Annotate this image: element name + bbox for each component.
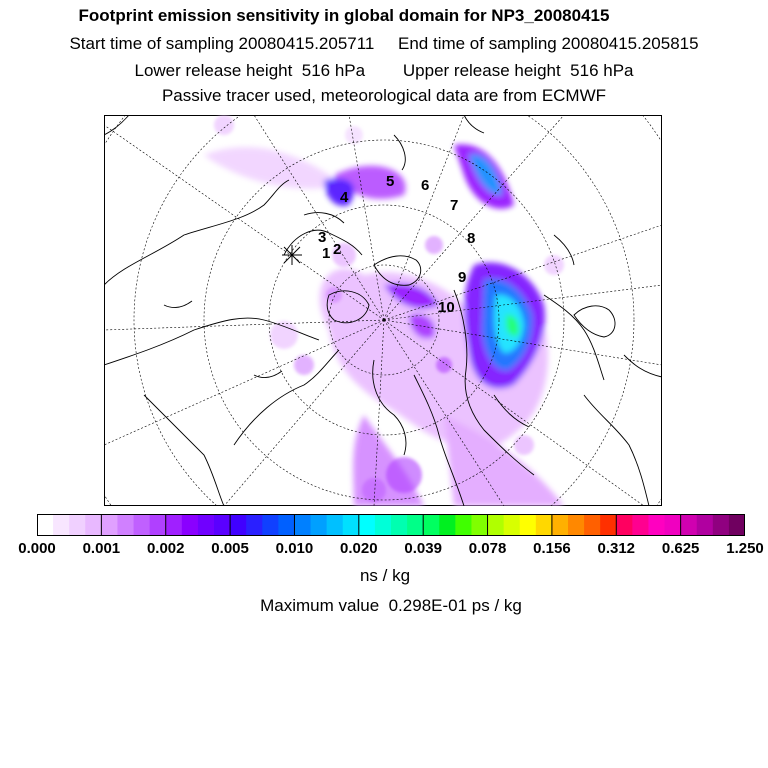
colorbar-swatch	[713, 514, 730, 536]
colorbar-tick-label: 0.010	[275, 540, 314, 557]
colorbar-swatch	[536, 514, 553, 536]
trajectory-label-6: 6	[421, 177, 430, 194]
colorbar-swatch	[214, 514, 231, 536]
colorbar-swatch	[37, 514, 54, 536]
colorbar-swatch	[568, 514, 585, 536]
colorbar-swatch	[648, 514, 665, 536]
colorbar-swatch	[729, 514, 745, 536]
colorbar-tick-label: 1.250	[726, 540, 764, 557]
colorbar-tick-label: 0.001	[82, 540, 121, 557]
colorbar-swatch	[697, 514, 714, 536]
colorbar-tick-label: 0.039	[404, 540, 442, 557]
colorbar-swatch	[278, 514, 295, 536]
colorbar-swatch	[182, 514, 199, 536]
colorbar-swatch	[262, 514, 279, 536]
colorbar-swatch	[552, 514, 569, 536]
plot-title: Footprint emission sensitivity in global domain for NP3_20080415	[78, 6, 610, 25]
trajectory-label-7: 7	[450, 197, 459, 214]
colorbar-swatch	[455, 514, 472, 536]
colorbar-swatch	[198, 514, 215, 536]
colorbar-swatch	[246, 514, 263, 536]
colorbar-tick-label: 0.312	[597, 540, 636, 557]
colorbar-tick-label: 0.000	[18, 540, 56, 557]
colorbar-swatch	[150, 514, 167, 536]
trajectory-label-4: 4	[340, 189, 349, 206]
footprint-map	[104, 115, 662, 506]
colorbar-swatch	[69, 514, 86, 536]
colorbar-swatch	[681, 514, 698, 536]
colorbar-swatch	[53, 514, 70, 536]
colorbar-swatch	[359, 514, 376, 536]
colorbar-tick-label: 0.078	[468, 540, 507, 557]
colorbar-swatch	[407, 514, 424, 536]
colorbar-swatch	[488, 514, 505, 536]
colorbar-swatch	[230, 514, 247, 536]
sampling-times: Start time of sampling 20080415.205711 End time of sampling 20080415.205815	[69, 34, 699, 53]
colorbar-swatch	[520, 514, 537, 536]
maximum-value: Maximum value 0.298E-01 ps / kg	[260, 596, 522, 615]
colorbar-swatch	[375, 514, 392, 536]
colorbar-swatch	[101, 514, 118, 536]
colorbar	[37, 514, 745, 536]
release-heights: Lower release height 516 hPa Upper release height 516 hPa	[134, 61, 634, 80]
colorbar-swatch	[117, 514, 134, 536]
trajectory-label-8: 8	[467, 230, 476, 247]
colorbar-swatch	[327, 514, 344, 536]
trajectory-label-1: 1	[322, 245, 331, 262]
colorbar-swatch	[632, 514, 649, 536]
colorbar-unit: ns / kg	[359, 566, 411, 585]
colorbar-swatch	[423, 514, 440, 536]
colorbar-tick-label: 0.005	[211, 540, 249, 557]
trajectory-label-9: 9	[458, 269, 467, 286]
colorbar-swatch	[391, 514, 408, 536]
release-marker	[282, 245, 302, 265]
colorbar-swatch	[343, 514, 360, 536]
trajectory-label-3: 3	[318, 229, 327, 246]
colorbar-swatch	[504, 514, 521, 536]
trajectory-label-10: 10	[438, 299, 455, 316]
colorbar-swatch	[311, 514, 328, 536]
colorbar-swatch	[471, 514, 488, 536]
colorbar-swatch	[85, 514, 102, 536]
trajectory-label-5: 5	[386, 173, 395, 190]
colorbar-swatch	[439, 514, 456, 536]
tracer-info: Passive tracer used, meteorological data are from ECMWF	[161, 86, 607, 105]
colorbar-tick-label: 0.625	[661, 540, 700, 557]
colorbar-tick-label: 0.020	[340, 540, 378, 557]
colorbar-swatch	[166, 514, 183, 536]
colorbar-swatch	[294, 514, 311, 536]
colorbar-tick-label: 0.156	[533, 540, 571, 557]
colorbar-swatch	[134, 514, 151, 536]
colorbar-swatch	[584, 514, 601, 536]
colorbar-tick-label: 0.002	[146, 540, 185, 557]
colorbar-swatch	[616, 514, 633, 536]
colorbar-swatch	[665, 514, 682, 536]
trajectory-label-2: 2	[333, 241, 342, 258]
colorbar-swatch	[600, 514, 617, 536]
